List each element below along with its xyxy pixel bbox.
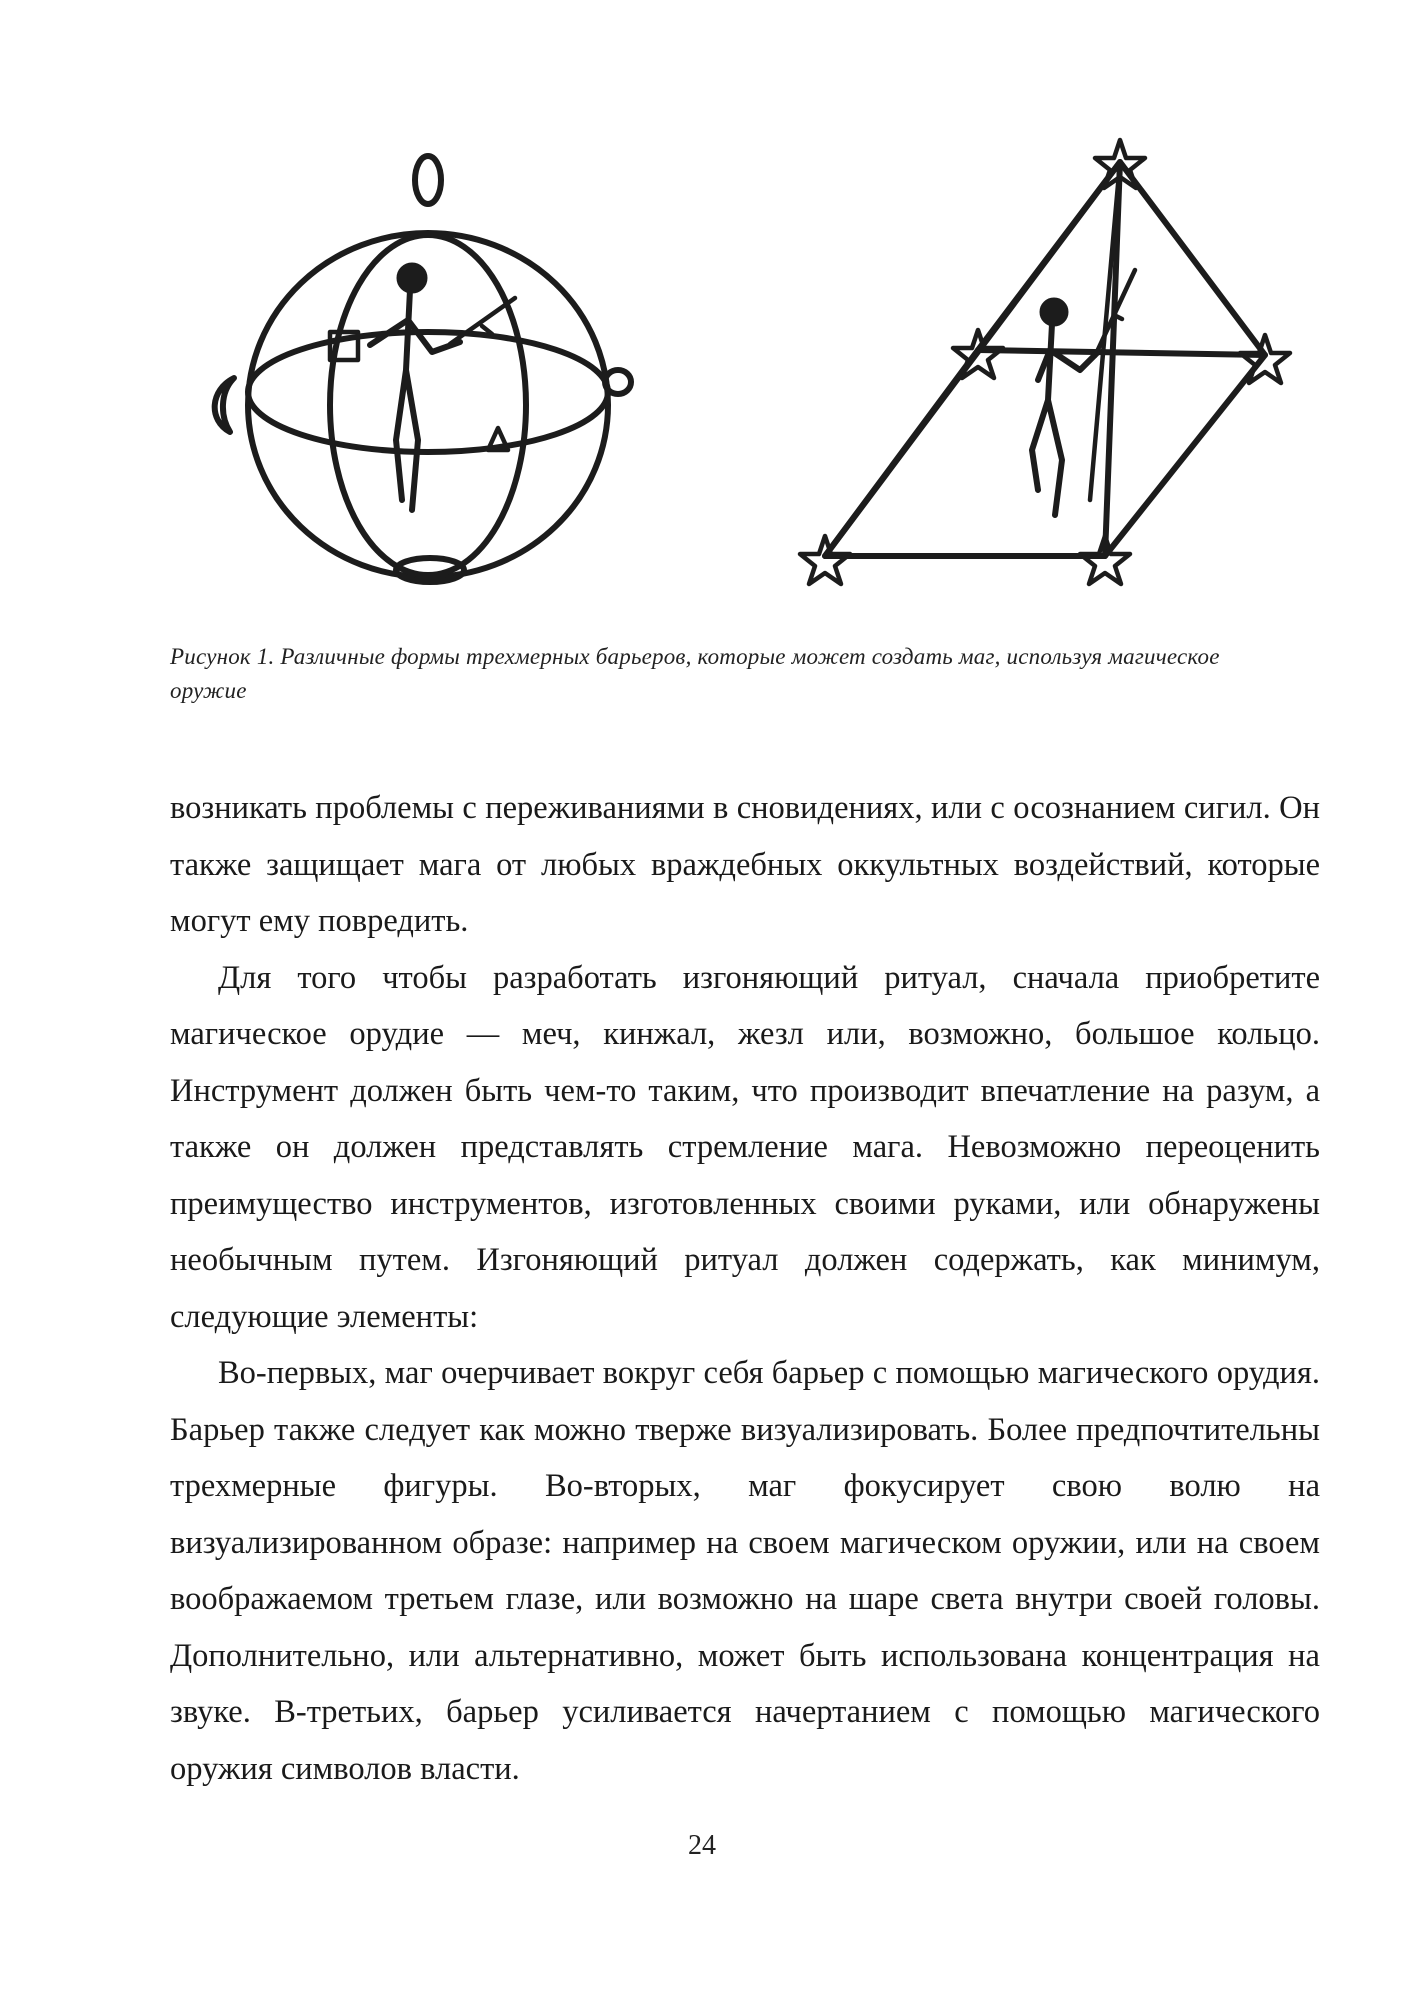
pyramid-barrier-drawing [800,140,1290,584]
star-bottom-left [800,536,850,584]
barrier-drawings [170,120,1310,620]
sphere-outline [248,233,608,577]
pyramid-base [825,350,1265,556]
body-text [170,780,1320,1797]
sphere-barrier-drawing [215,156,631,582]
figure-caption: Рисунок 1. Различные формы трехмерных барьеров, которые может создать маг, используя магическое оружие [170,644,1220,703]
paragraph: Во-первых, маг очерчивает вокруг себя барьер с помощью магического орудия. Барьер также следует как можно тверже визуализировать. Более предпочтительны трехмерные фигуры. Во-вторых, маг фокусирует свою волю на визуализированном образе: например на своем магическом оружии, или на своем воображаемом третьем глазе, или возможно на шаре света внутри своей головы. Дополнительно, или альтернативно, может быть использована концентрация на звуке. В-третьих, барьер усиливается начертанием с помощью магического оружия символов власти. [170,1355,1320,1787]
figure-illustrations [170,120,1310,620]
crescent-symbol [215,378,234,432]
top-circle-symbol [415,156,441,204]
paragraph: Для того чтобы разработать изгоняющий ритуал, сначала приобретите магическое орудие — меч, кинжал, жезл или, возможно, большое кольцо. Инструмент должен быть чем-то таким, что производит впечатление на разум, а также он должен представлять стремление мага. Невозможно переоценить преимущество инструментов, изготовленных своими руками, или обнаружены необычным путем. Изгоняющий ритуал должен содержать, как минимум, следующие элементы: [170,959,1320,1335]
sphere-meridian [330,235,526,575]
magician-figure-left [370,264,515,510]
paragraph: возникать проблемы с переживаниями в сновидениях, или с осознанием сигил. Он также защищает мага от любых враждебных оккультных воздействий, которые могут ему повредить. [170,790,1320,939]
page-number: 24 [688,1830,716,1861]
magician-figure-right [1032,270,1135,515]
